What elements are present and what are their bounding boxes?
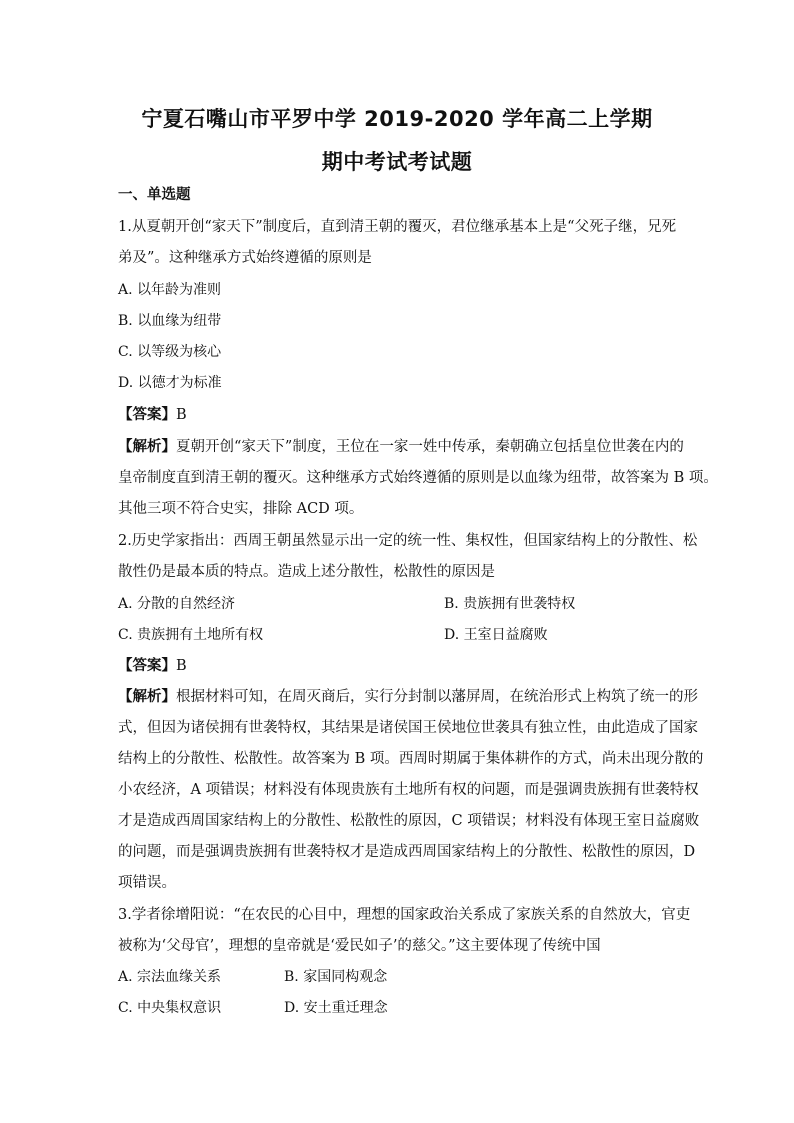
- q1-stem-line1: 1.从夏朝开创“家天下”制度后，直到清王朝的覆灭，君位继承基本上是“父死子继，兄死: [118, 219, 677, 235]
- q2-analysis-line5: 才是造成西周国家结构上的分散性、松散性的原因，C 项错误；材料没有体现王室日益腐败: [118, 813, 700, 829]
- document-title-line2: 期中考试考试题: [321, 150, 473, 174]
- q1-answer-tag: 【答案】: [118, 407, 176, 423]
- q2-analysis-text1: 根据材料可知，在周灭商后，实行分封制以藩屏周，在统治形式上构筑了统一的形: [176, 689, 698, 705]
- q3-option-c: C. 中央集权意识: [118, 1000, 222, 1016]
- q3-option-a: A. 宗法血缘关系: [118, 969, 222, 985]
- q3-option-d: D. 安土重迁理念: [284, 1000, 388, 1016]
- q1-option-d: D. 以德才为标准: [118, 375, 222, 391]
- q2-analysis-line1: [118, 687, 698, 707]
- q1-option-c: C. 以等级为核心: [118, 344, 222, 360]
- q2-analysis-line6: 的问题，而是强调贵族拥有世袭特权才是造成西周国家结构上的分散性、松散性的原因，D: [118, 844, 696, 860]
- q3-stem-line1: 3.学者徐增阳说：“在农民的心目中，理想的国家政治关系成了家族关系的自然放大，官吏: [118, 907, 691, 923]
- q2-stem-line1: 2.历史学家指出：西周王朝虽然显示出一定的统一性、集权性，但国家结构上的分散性、松: [118, 533, 698, 549]
- q1-option-b: B. 以血缘为纽带: [118, 313, 222, 329]
- q2-option-c: C. 贵族拥有土地所有权: [118, 627, 264, 643]
- q3-stem-line2: 被称为‘父母官’，理想的皇帝就是‘爱民如子’的慈父。”这主要体现了传统中国: [118, 938, 601, 954]
- q1-option-a: A. 以年龄为准则: [118, 282, 222, 298]
- document-title-line1: 宁夏石嘴山市平罗中学 2019-2020 学年高二上学期: [141, 107, 653, 131]
- q1-analysis-line3: 其他三项不符合史实，排除 ACD 项。: [118, 501, 364, 517]
- q2-option-a: A. 分散的自然经济: [118, 596, 236, 612]
- q3-option-b: B. 家国同构观念: [284, 969, 388, 985]
- q1-analysis-line1: [118, 437, 684, 457]
- q2-answer-tag: 【答案】: [118, 658, 176, 674]
- q1-analysis-tag: 【解析】: [118, 439, 176, 455]
- q2-analysis-line2: 式，但因为诸侯拥有世袭特权，其结果是诸侯国王侯地位世袭具有独立性，由此造成了国家: [118, 720, 698, 736]
- q1-stem-line2: 弟及”。这种继承方式始终遵循的原则是: [118, 250, 372, 266]
- q2-answer-value: B: [176, 658, 187, 674]
- q2-answer: [118, 656, 187, 676]
- q2-analysis-line4: 小农经济，A 项错误；材料没有体现贵族有土地所有权的问题，而是强调贵族拥有世袭特权: [118, 782, 699, 798]
- q2-option-b: B. 贵族拥有世袭特权: [444, 596, 576, 612]
- q2-analysis-tag: 【解析】: [118, 689, 176, 705]
- q2-analysis-line3: 结构上的分散性、松散性。故答案为 B 项。西周时期属于集体耕作的方式，尚未出现分散的: [118, 751, 704, 767]
- q1-answer: [118, 405, 187, 425]
- section-heading: 一、单选题: [118, 187, 191, 203]
- q2-stem-line2: 散性仍是最本质的特点。造成上述分散性，松散性的原因是: [118, 564, 495, 580]
- q2-option-d: D. 王室日益腐败: [444, 627, 548, 643]
- q1-analysis-line2: 皇帝制度直到清王朝的覆灭。这种继承方式始终遵循的原则是以血缘为纽带，故答案为 B 项。: [118, 470, 718, 486]
- q1-analysis-text1: 夏朝开创“家天下”制度，王位在一家一姓中传承，秦朝确立包括皇位世袭在内的: [176, 439, 684, 455]
- q2-analysis-line7: 项错误。: [118, 875, 176, 891]
- q1-answer-value: B: [176, 407, 187, 423]
